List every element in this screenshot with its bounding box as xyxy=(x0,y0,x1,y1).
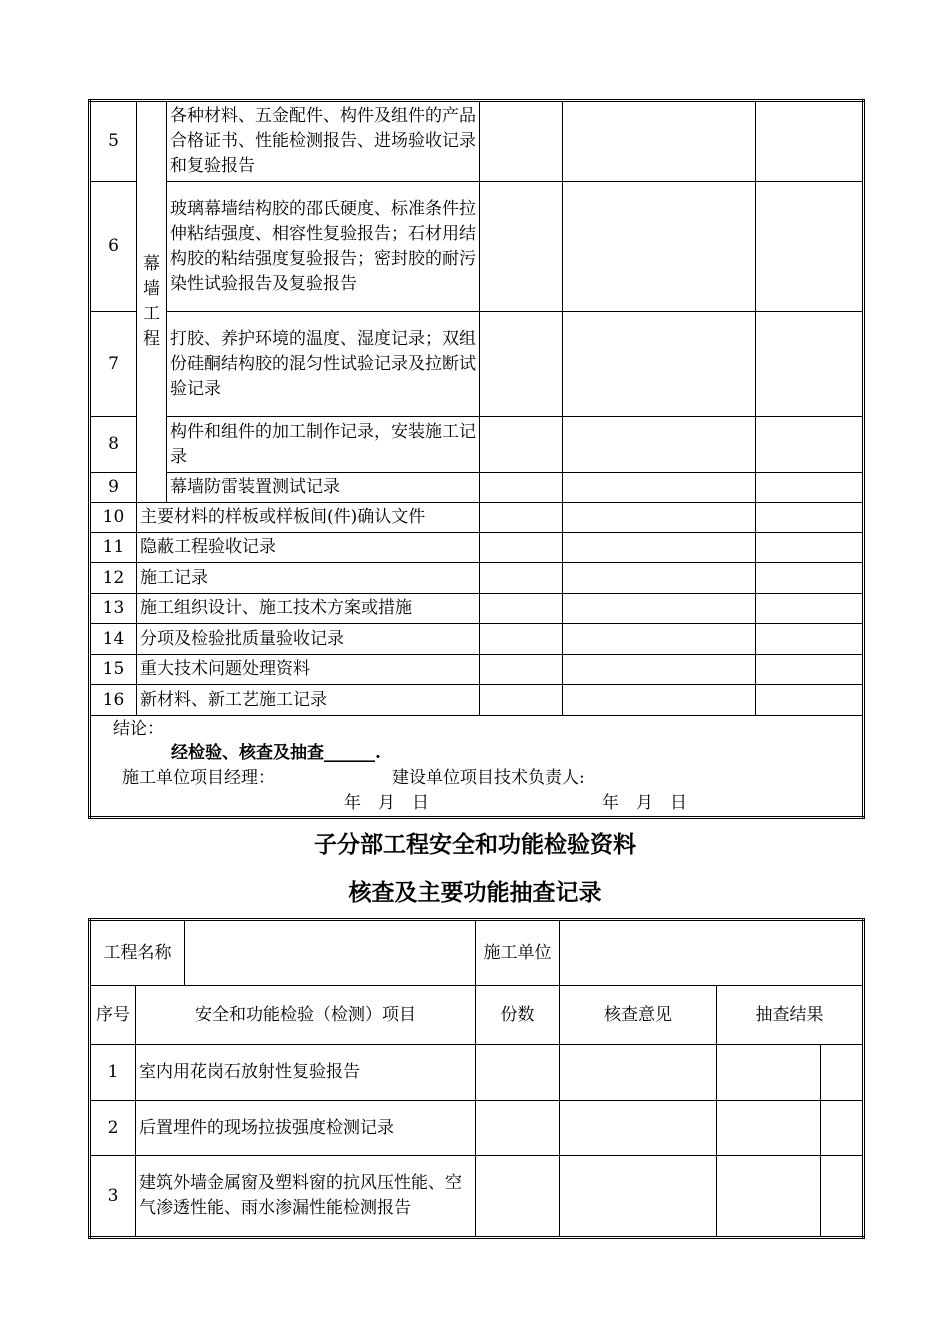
table-row xyxy=(90,101,864,182)
row-item: 主要材料的样板或样板间(件)确认文件 xyxy=(137,503,480,533)
table-row xyxy=(90,182,864,312)
copies-cell[interactable] xyxy=(480,655,563,685)
check-opinion-cell[interactable] xyxy=(560,1156,717,1238)
check-opinion-cell[interactable] xyxy=(563,594,756,624)
row-number: 7 xyxy=(90,312,137,417)
checker-cell[interactable] xyxy=(756,101,864,182)
contractor-label: 施工单位 xyxy=(476,920,560,986)
record-table-continued xyxy=(88,99,865,819)
conclusion-label: 结论： xyxy=(113,719,164,739)
copies-cell[interactable] xyxy=(480,312,563,417)
row-number: 10 xyxy=(90,503,137,533)
curtain-wall-group-label: 幕墙工程 xyxy=(137,101,167,503)
project-name-label: 工程名称 xyxy=(90,920,185,986)
row-number: 5 xyxy=(90,101,137,182)
row-number: 13 xyxy=(90,594,137,624)
table-row xyxy=(90,473,864,503)
checker-cell[interactable] xyxy=(756,624,864,655)
table-row xyxy=(90,417,864,473)
table-row xyxy=(90,594,864,624)
checker-cell[interactable] xyxy=(821,1101,864,1156)
checker-cell[interactable] xyxy=(756,655,864,685)
row-number: 8 xyxy=(90,417,137,473)
checker-cell[interactable] xyxy=(756,594,864,624)
project-name-field[interactable] xyxy=(185,920,476,986)
copies-cell[interactable] xyxy=(480,624,563,655)
copies-cell[interactable] xyxy=(480,473,563,503)
table-row xyxy=(90,1156,864,1238)
check-opinion-cell[interactable] xyxy=(560,1045,717,1101)
table-row xyxy=(90,685,864,716)
row-item: 新材料、新工艺施工记录 xyxy=(137,685,480,716)
header-check-opinion: 核查意见 xyxy=(560,986,717,1045)
row-item: 各种材料、五金配件、构件及组件的产品合格证书、性能检测报告、进场验收记录和复验报告 xyxy=(167,101,480,182)
table-row xyxy=(90,312,864,417)
check-opinion-cell[interactable] xyxy=(563,503,756,533)
copies-cell[interactable] xyxy=(480,417,563,473)
table-row xyxy=(90,655,864,685)
row-item: 后置埋件的现场拉拔强度检测记录 xyxy=(136,1101,476,1156)
checker-cell[interactable] xyxy=(756,182,864,312)
table-row xyxy=(90,1045,864,1101)
owner-tech-lead-signature[interactable]: 建设单位项目技术负责人: xyxy=(392,768,585,788)
row-item: 构件和组件的加工制作记录，安装施工记录 xyxy=(167,417,480,473)
header-copies: 份数 xyxy=(476,986,560,1045)
table-row xyxy=(90,503,864,533)
check-opinion-cell[interactable] xyxy=(563,182,756,312)
section-title: 子分部工程安全和功能检验资料 xyxy=(314,831,636,858)
row-item: 施工记录 xyxy=(137,563,480,594)
check-opinion-cell[interactable] xyxy=(563,101,756,182)
copies-cell[interactable] xyxy=(480,101,563,182)
row-number: 12 xyxy=(90,563,137,594)
row-item: 玻璃幕墙结构胶的邵氏硬度、标准条件拉伸粘结强度、相容性复验报告；石材用结构胶的粘结强度复验报告；密封胶的耐污染性试验报告及复验报告 xyxy=(167,182,480,312)
copies-cell[interactable] xyxy=(476,1101,560,1156)
date-right[interactable]: 年 月 日 xyxy=(602,793,687,813)
copies-cell[interactable] xyxy=(480,182,563,312)
row-item: 重大技术问题处理资料 xyxy=(137,655,480,685)
row-item: 建筑外墙金属窗及塑料窗的抗风压性能、空气渗透性能、雨水渗漏性能检测报告 xyxy=(136,1156,476,1238)
checker-cell[interactable] xyxy=(821,1156,864,1238)
check-opinion-cell[interactable] xyxy=(563,624,756,655)
row-number: 3 xyxy=(90,1156,136,1238)
safety-function-check-table xyxy=(88,918,865,1239)
check-opinion-cell[interactable] xyxy=(563,312,756,417)
checker-cell[interactable] xyxy=(756,417,864,473)
table-row xyxy=(90,533,864,563)
column-header-row xyxy=(90,986,864,1045)
row-number: 1 xyxy=(90,1045,136,1101)
table-row xyxy=(90,563,864,594)
conclusion-row xyxy=(90,716,864,818)
header-info-row xyxy=(90,920,864,986)
checker-cell[interactable] xyxy=(756,473,864,503)
sample-result-cell[interactable] xyxy=(717,1045,821,1101)
checker-cell[interactable] xyxy=(756,312,864,417)
check-opinion-cell[interactable] xyxy=(563,685,756,716)
header-no: 序号 xyxy=(90,986,136,1045)
copies-cell[interactable] xyxy=(480,503,563,533)
row-number: 15 xyxy=(90,655,137,685)
contractor-manager-signature[interactable]: 施工单位项目经理： xyxy=(122,768,275,788)
table-row xyxy=(90,624,864,655)
header-item: 安全和功能检验（检测）项目 xyxy=(136,986,476,1045)
check-opinion-cell[interactable] xyxy=(563,417,756,473)
copies-cell[interactable] xyxy=(476,1156,560,1238)
contractor-field[interactable] xyxy=(560,920,864,986)
section-subtitle: 核查及主要功能抽查记录 xyxy=(348,879,602,906)
sample-result-cell[interactable] xyxy=(717,1156,821,1238)
row-number: 11 xyxy=(90,533,137,563)
row-number: 16 xyxy=(90,685,137,716)
check-opinion-cell[interactable] xyxy=(563,473,756,503)
check-opinion-cell[interactable] xyxy=(563,655,756,685)
conclusion-statement: 经检验、核查及抽查______. xyxy=(171,743,381,763)
checker-cell[interactable] xyxy=(756,563,864,594)
row-item: 施工组织设计、施工技术方案或措施 xyxy=(137,594,480,624)
copies-cell[interactable] xyxy=(480,563,563,594)
row-item: 分项及检验批质量验收记录 xyxy=(137,624,480,655)
checker-cell[interactable] xyxy=(756,503,864,533)
row-item: 幕墙防雷装置测试记录 xyxy=(167,473,480,503)
date-left[interactable]: 年 月 日 xyxy=(344,793,429,813)
sample-result-cell[interactable] xyxy=(717,1101,821,1156)
checker-cell[interactable] xyxy=(821,1045,864,1101)
row-item: 隐蔽工程验收记录 xyxy=(137,533,480,563)
copies-cell[interactable] xyxy=(476,1045,560,1101)
row-number: 14 xyxy=(90,624,137,655)
checker-cell[interactable] xyxy=(756,685,864,716)
check-opinion-cell[interactable] xyxy=(563,533,756,563)
row-item: 室内用花岗石放射性复验报告 xyxy=(136,1045,476,1101)
copies-cell[interactable] xyxy=(480,533,563,563)
table-row xyxy=(90,1101,864,1156)
check-opinion-cell[interactable] xyxy=(563,563,756,594)
checker-cell[interactable] xyxy=(756,533,864,563)
header-sample-result: 抽查结果 xyxy=(717,986,864,1045)
row-number: 6 xyxy=(90,182,137,312)
copies-cell[interactable] xyxy=(480,685,563,716)
row-number: 9 xyxy=(90,473,137,503)
row-number: 2 xyxy=(90,1101,136,1156)
copies-cell[interactable] xyxy=(480,594,563,624)
row-item: 打胶、养护环境的温度、湿度记录；双组份硅酮结构胶的混匀性试验记录及拉断试验记录 xyxy=(167,312,480,417)
check-opinion-cell[interactable] xyxy=(560,1101,717,1156)
conclusion-cell xyxy=(90,716,864,818)
